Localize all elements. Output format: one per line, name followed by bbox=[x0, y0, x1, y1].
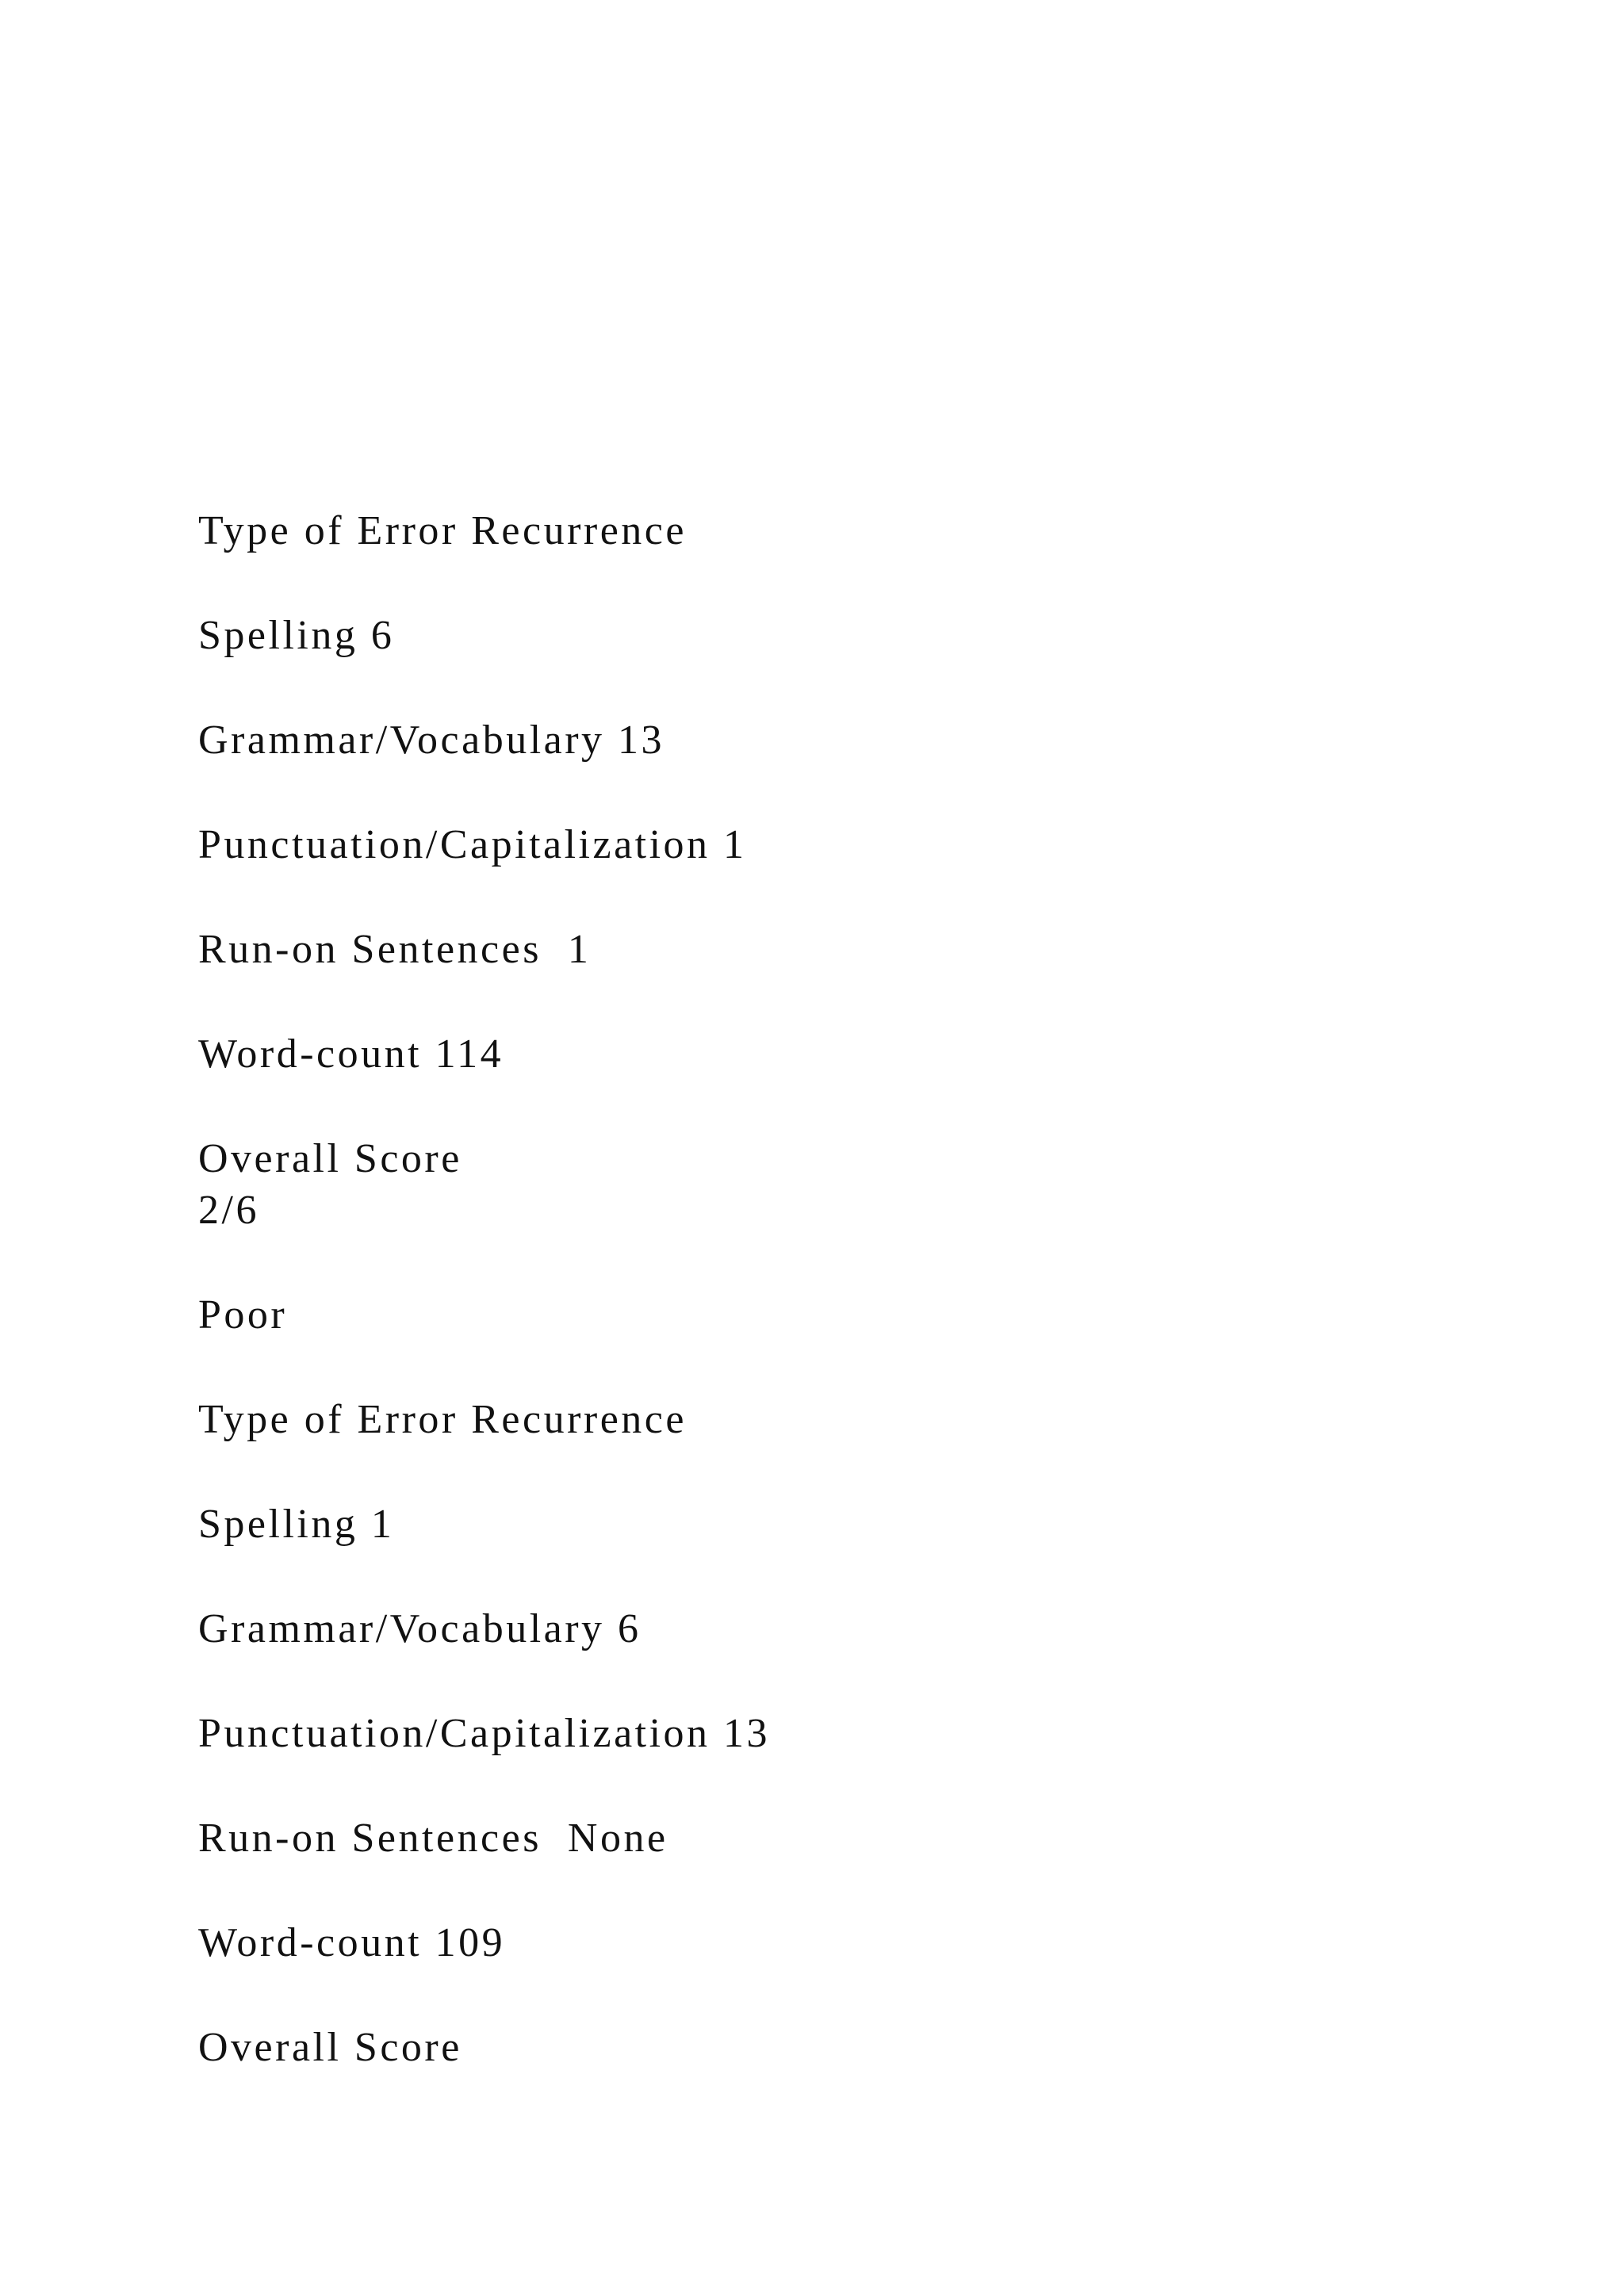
run-on-sentences-row: Run-on Sentences 1 bbox=[198, 927, 592, 972]
overall-score-value: 2/6 bbox=[198, 1188, 259, 1233]
punctuation-capitalization-row: Punctuation/Capitalization 1 bbox=[198, 822, 747, 867]
word-count-row: Word-count 109 bbox=[198, 1920, 506, 1965]
error-table-header: Type of Error Recurrence bbox=[198, 508, 687, 553]
rating-text: Poor bbox=[198, 1292, 288, 1337]
grammar-vocabulary-row: Grammar/Vocabulary 13 bbox=[198, 718, 665, 763]
grammar-vocabulary-row: Grammar/Vocabulary 6 bbox=[198, 1606, 642, 1651]
spelling-row: Spelling 6 bbox=[198, 613, 395, 658]
overall-score-label: Overall Score bbox=[198, 1136, 462, 1181]
spelling-row: Spelling 1 bbox=[198, 1502, 395, 1547]
word-count-row: Word-count 114 bbox=[198, 1031, 504, 1077]
punctuation-capitalization-row: Punctuation/Capitalization 13 bbox=[198, 1711, 771, 1756]
error-table-header: Type of Error Recurrence bbox=[198, 1397, 687, 1442]
run-on-sentences-row: Run-on Sentences None bbox=[198, 1816, 668, 1861]
overall-score-label: Overall Score bbox=[198, 2025, 462, 2070]
